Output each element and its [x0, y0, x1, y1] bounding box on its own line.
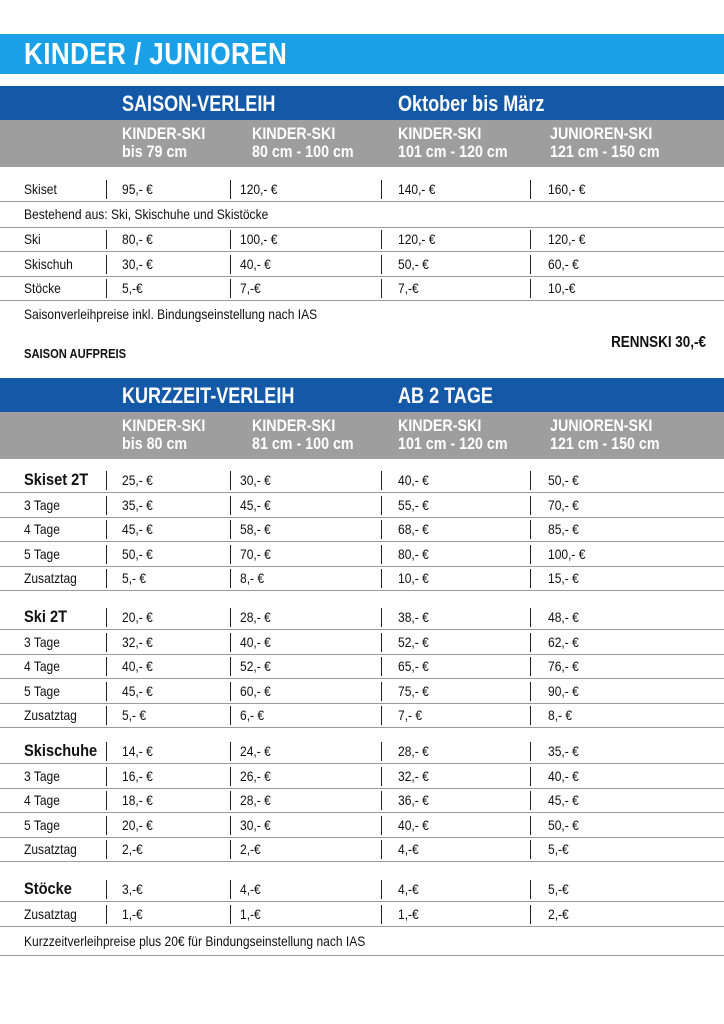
cell-divider [381, 840, 382, 859]
cell-divider [530, 180, 531, 199]
saison-heading: SAISON-VERLEIH [122, 91, 276, 116]
kurzzeit-column-header [0, 412, 724, 459]
cell-divider [530, 255, 531, 274]
price-cell: 5,-€ [122, 280, 143, 296]
row-divider [0, 201, 724, 202]
row-label: Zusatztag [24, 707, 77, 723]
cell-divider [381, 880, 382, 899]
table-row [0, 878, 724, 902]
saison-col-3: KINDER-SKI 101 cm - 120 cm [398, 124, 508, 161]
row-label: 3 Tage [24, 767, 60, 784]
divider [0, 955, 724, 956]
table-row [0, 655, 724, 679]
cell-divider [530, 657, 531, 676]
page-title: KINDER / JUNIOREN [24, 36, 288, 71]
price-cell: 16,- € [122, 767, 153, 784]
cell-divider [106, 682, 107, 701]
row-label: 4 Tage [24, 658, 60, 674]
cell-divider [381, 682, 382, 701]
price-cell: 160,- € [548, 181, 586, 197]
price-cell: 2,-€ [122, 841, 143, 857]
price-cell: 70,- € [240, 545, 271, 562]
cell-divider [106, 255, 107, 274]
row-label: Skiset [24, 181, 57, 197]
price-cell: 50,- € [548, 816, 579, 833]
price-cell: 1,-€ [122, 905, 143, 922]
cell-divider [230, 255, 231, 274]
cell-divider [106, 742, 107, 761]
price-cell: 20,- € [122, 609, 153, 625]
saison-col-1: KINDER-SKI bis 79 cm [122, 124, 206, 161]
saison-col-4: JUNIOREN-SKI 121 cm - 150 cm [550, 124, 660, 161]
cell-divider [230, 682, 231, 701]
table-row [0, 606, 724, 630]
kurzzeit-period: AB 2 TAGE [398, 383, 493, 408]
cell-divider [381, 569, 382, 588]
price-cell: 2,-€ [548, 905, 569, 922]
price-cell: 7,- € [398, 707, 423, 723]
price-cell: 45,- € [122, 682, 153, 699]
price-cell: 30,- € [122, 255, 153, 272]
table-row [0, 228, 724, 252]
row-label: 5 Tage [24, 545, 60, 562]
price-cell: 100,- € [548, 545, 586, 562]
price-cell: 60,- € [548, 255, 579, 272]
cell-divider [381, 742, 382, 761]
price-cell: 45,- € [122, 521, 153, 537]
price-cell: 14,- € [122, 743, 153, 759]
row-label: 5 Tage [24, 682, 60, 699]
price-cell: 90,- € [548, 682, 579, 699]
price-cell: 40,- € [398, 472, 429, 488]
cell-divider [106, 180, 107, 199]
price-cell: 24,- € [240, 743, 271, 759]
price-cell: 8,- € [548, 707, 573, 723]
cell-divider [230, 633, 231, 652]
cell-divider [530, 880, 531, 899]
price-cell: 32,- € [122, 633, 153, 650]
price-cell: 10,-€ [548, 280, 576, 296]
price-cell: 30,- € [240, 472, 271, 488]
price-cell: 68,- € [398, 521, 429, 537]
cell-divider [381, 471, 382, 490]
price-cell: 1,-€ [398, 905, 419, 922]
table-row [0, 704, 724, 728]
price-cell: 60,- € [240, 682, 271, 699]
cell-divider [230, 180, 231, 199]
row-label: Zusatztag [24, 841, 77, 857]
row-divider [0, 590, 724, 591]
cell-divider [106, 840, 107, 859]
cell-divider [106, 706, 107, 725]
kurzzeit-col-4: JUNIOREN-SKI 121 cm - 150 cm [550, 416, 660, 453]
cell-divider [381, 230, 382, 249]
cell-divider [530, 279, 531, 298]
price-cell: 55,- € [398, 496, 429, 513]
cell-divider [230, 840, 231, 859]
price-cell: 62,- € [548, 633, 579, 650]
table-row [0, 814, 724, 838]
price-cell: 7,-€ [398, 280, 419, 296]
kurzzeit-heading: KURZZEIT-VERLEIH [122, 383, 295, 408]
cell-divider [381, 816, 382, 835]
price-cell: 15,- € [548, 570, 579, 586]
cell-divider [381, 706, 382, 725]
cell-divider [381, 633, 382, 652]
price-cell: 6,- € [240, 707, 265, 723]
cell-divider [230, 230, 231, 249]
cell-divider [381, 608, 382, 627]
price-cell: 25,- € [122, 472, 153, 488]
price-cell: 28,- € [240, 609, 271, 625]
kurzzeit-col-3: KINDER-SKI 101 cm - 120 cm [398, 416, 508, 453]
row-label: Skischuhe [24, 741, 98, 760]
cell-divider [230, 767, 231, 786]
price-cell: 120,- € [548, 231, 586, 247]
price-cell: 5,- € [122, 707, 147, 723]
cell-divider [106, 880, 107, 899]
cell-divider [230, 279, 231, 298]
table-row [0, 903, 724, 927]
table-row [0, 740, 724, 764]
saison-period: Oktober bis März [398, 91, 545, 116]
row-label: 4 Tage [24, 792, 60, 808]
cell-divider [106, 633, 107, 652]
cell-divider [530, 791, 531, 810]
row-divider [0, 861, 724, 862]
row-divider [0, 727, 724, 728]
price-cell: 35,- € [122, 496, 153, 513]
row-divider [0, 300, 724, 301]
price-cell: 38,- € [398, 609, 429, 625]
price-cell: 28,- € [398, 743, 429, 759]
price-cell: 50,- € [548, 472, 579, 488]
row-divider [0, 926, 724, 927]
price-cell: 4,-€ [240, 881, 261, 897]
price-cell: 32,- € [398, 767, 429, 784]
price-cell: 80,- € [122, 231, 153, 247]
saison-heading-bar [0, 86, 724, 120]
price-cell: 45,- € [240, 496, 271, 513]
table-row [0, 469, 724, 493]
cell-divider [230, 816, 231, 835]
table-row [0, 253, 724, 277]
price-cell: 5,-€ [548, 881, 569, 897]
price-cell: 50,- € [398, 255, 429, 272]
cell-divider [381, 545, 382, 564]
cell-divider [230, 520, 231, 539]
price-cell: 76,- € [548, 658, 579, 674]
cell-divider [530, 608, 531, 627]
price-cell: 4,-€ [398, 881, 419, 897]
row-label: Zusatztag [24, 570, 77, 586]
price-cell: 80,- € [398, 545, 429, 562]
price-cell: 40,- € [122, 658, 153, 674]
row-label: Skiset 2T [24, 470, 89, 489]
cell-divider [106, 230, 107, 249]
cell-divider [530, 471, 531, 490]
kurzzeit-col-2: KINDER-SKI 81 cm - 100 cm [252, 416, 354, 453]
cell-divider [381, 180, 382, 199]
cell-divider [381, 255, 382, 274]
row-label: Stöcke [24, 879, 72, 898]
cell-divider [381, 767, 382, 786]
price-cell: 3,-€ [122, 881, 143, 897]
price-cell: 120,- € [240, 181, 278, 197]
row-label: 5 Tage [24, 816, 60, 833]
row-label: Zusatztag [24, 905, 77, 922]
cell-divider [106, 657, 107, 676]
table-row [0, 765, 724, 789]
cell-divider [230, 545, 231, 564]
cell-divider [106, 816, 107, 835]
cell-divider [381, 496, 382, 515]
cell-divider [106, 496, 107, 515]
cell-divider [106, 545, 107, 564]
price-cell: 28,- € [240, 792, 271, 808]
price-cell: 120,- € [398, 231, 436, 247]
table-row [0, 631, 724, 655]
price-cell: 20,- € [122, 816, 153, 833]
cell-divider [230, 706, 231, 725]
cell-divider [230, 657, 231, 676]
saison-column-header [0, 120, 724, 167]
price-cell: 40,- € [240, 255, 271, 272]
cell-divider [106, 279, 107, 298]
cell-divider [530, 706, 531, 725]
cell-divider [530, 569, 531, 588]
cell-divider [530, 682, 531, 701]
cell-divider [530, 633, 531, 652]
cell-divider [106, 471, 107, 490]
cell-divider [530, 520, 531, 539]
price-cell: 95,- € [122, 181, 153, 197]
price-cell: 75,- € [398, 682, 429, 699]
cell-divider [230, 496, 231, 515]
rennski-surcharge: RENNSKI 30,-€ [611, 334, 706, 351]
cell-divider [230, 742, 231, 761]
cell-divider [381, 657, 382, 676]
table-row [0, 543, 724, 567]
cell-divider [230, 471, 231, 490]
cell-divider [530, 816, 531, 835]
price-cell: 7,-€ [240, 280, 261, 296]
cell-divider [106, 608, 107, 627]
cell-divider [230, 791, 231, 810]
cell-divider [106, 569, 107, 588]
price-cell: 70,- € [548, 496, 579, 513]
cell-divider [530, 230, 531, 249]
price-cell: 100,- € [240, 231, 278, 247]
title-banner [0, 34, 724, 74]
table-row [0, 277, 724, 301]
kurzzeit-note: Kurzzeitverleihpreise plus 20€ für Bindungseinstellung nach IAS [24, 933, 366, 949]
cell-divider [106, 520, 107, 539]
cell-divider [230, 905, 231, 924]
cell-divider [381, 520, 382, 539]
price-cell: 35,- € [548, 743, 579, 759]
price-cell: 85,- € [548, 521, 579, 537]
price-cell: 5,- € [122, 570, 147, 586]
cell-divider [106, 767, 107, 786]
saison-note: Saisonverleihpreise inkl. Bindungseinstellung nach IAS [24, 306, 318, 322]
price-cell: 48,- € [548, 609, 579, 625]
cell-divider [106, 905, 107, 924]
row-label: 3 Tage [24, 633, 60, 650]
price-cell: 140,- € [398, 181, 436, 197]
price-cell: 40,- € [398, 816, 429, 833]
price-cell: 1,-€ [240, 905, 261, 922]
price-cell: 30,- € [240, 816, 271, 833]
kurzzeit-heading-bar [0, 378, 724, 412]
cell-divider [230, 569, 231, 588]
price-cell: 65,- € [398, 658, 429, 674]
saison-col-2: KINDER-SKI 80 cm - 100 cm [252, 124, 354, 161]
cell-divider [230, 608, 231, 627]
cell-divider [106, 791, 107, 810]
table-row [0, 567, 724, 591]
table-row [0, 518, 724, 542]
cell-divider [530, 840, 531, 859]
price-cell: 8,- € [240, 570, 265, 586]
row-label: Ski [24, 231, 41, 247]
cell-divider [381, 279, 382, 298]
price-cell: 18,- € [122, 792, 153, 808]
price-cell: 40,- € [240, 633, 271, 650]
row-label: Ski 2T [24, 607, 68, 626]
cell-divider [530, 767, 531, 786]
price-cell: 36,- € [398, 792, 429, 808]
saison-surcharge-label: SAISON AUFPREIS [24, 346, 127, 361]
cell-divider [230, 880, 231, 899]
cell-divider [530, 496, 531, 515]
price-cell: 52,- € [398, 633, 429, 650]
row-label: Stöcke [24, 280, 61, 296]
saison-consists-of: Bestehend aus: Ski, Skischuhe und Skistöcke [24, 206, 269, 222]
table-row [0, 178, 724, 202]
price-cell: 4,-€ [398, 841, 419, 857]
cell-divider [530, 905, 531, 924]
kurzzeit-col-1: KINDER-SKI bis 80 cm [122, 416, 206, 453]
cell-divider [530, 545, 531, 564]
price-cell: 50,- € [122, 545, 153, 562]
table-row [0, 680, 724, 704]
price-cell: 58,- € [240, 521, 271, 537]
table-row [0, 838, 724, 862]
cell-divider [381, 905, 382, 924]
price-cell: 26,- € [240, 767, 271, 784]
row-label: Skischuh [24, 255, 73, 272]
price-cell: 40,- € [548, 767, 579, 784]
price-cell: 5,-€ [548, 841, 569, 857]
price-cell: 2,-€ [240, 841, 261, 857]
price-cell: 52,- € [240, 658, 271, 674]
cell-divider [381, 791, 382, 810]
row-label: 4 Tage [24, 521, 60, 537]
price-cell: 45,- € [548, 792, 579, 808]
row-label: 3 Tage [24, 496, 60, 513]
table-row [0, 789, 724, 813]
table-row [0, 494, 724, 518]
cell-divider [530, 742, 531, 761]
price-cell: 10,- € [398, 570, 429, 586]
